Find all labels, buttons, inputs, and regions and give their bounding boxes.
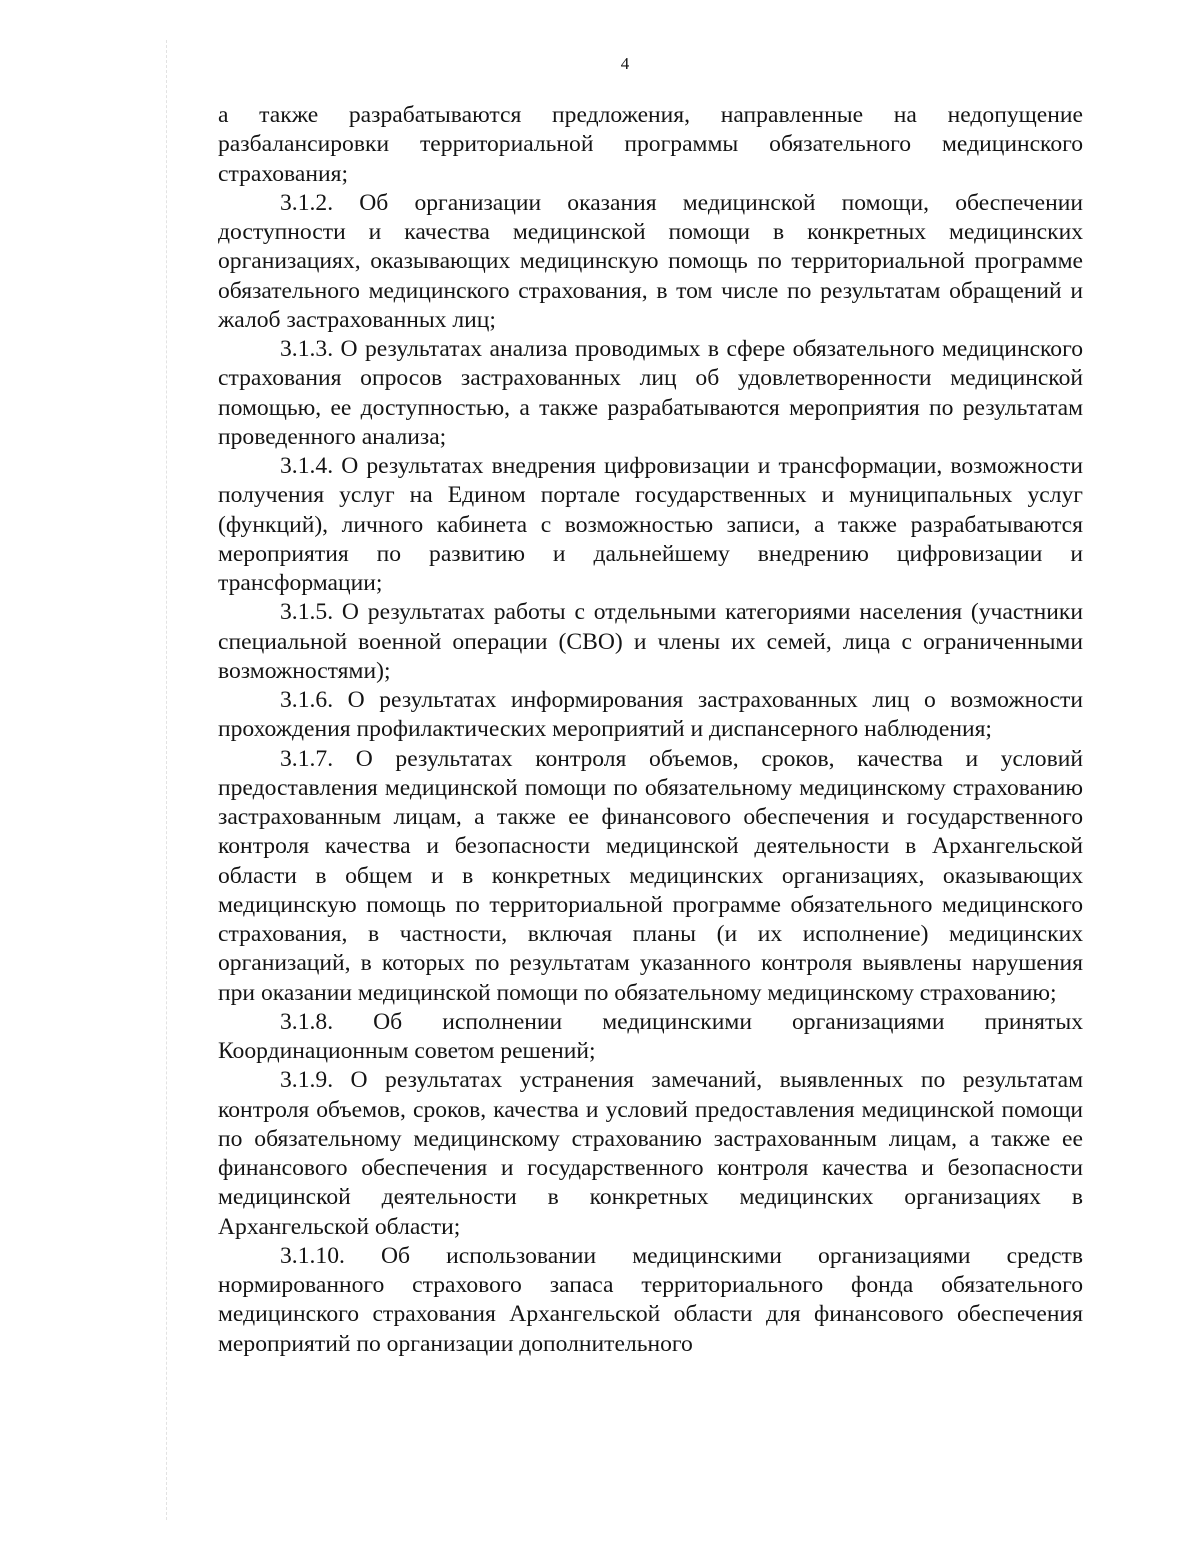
paragraph-3-1-3: 3.1.3. О результатах анализа проводимых в сфере обязательного медицинского страхования опросов застрахованных лиц об удовлетворенности медицинской помощью, ее доступностью, а также разрабатываются мероприятия по результатам проведенного анализа; [218, 336, 1083, 450]
paragraph-3-1-10: 3.1.10. Об использовании медицинскими организациями средств нормированного страхового запаса территориального фонда обязательного медицинского страхования Архангельской области для финансового обеспечения мероприятий по организации дополнительного [218, 1242, 1083, 1357]
paragraph-3-1-4: 3.1.4. О результатах внедрения цифровизации и трансформации, возможности получения услуг на Едином портале государственных и муниципальных услуг (функций), личного кабинета с возможностью записи, а также разрабатываются мероприятия по развитию и дальнейшему внедрению цифровизации и трансформации; [218, 453, 1083, 596]
paragraph-3-1-7: 3.1.7. О результатах контроля объемов, сроков, качества и условий предоставления медицинской помощи по обязательному медицинскому страхованию застрахованным лицам, а также ее финансового обеспечения и государственного контроля качества и безопасности медицинской деятельности в Архангельской области в общем и в конкретных медицинских организациях, оказывающих медицинскую помощь по территориальной программе обязательного медицинского страхования, в частности, включая планы (и их исполнение) медицинских организаций, в которых по результатам указанного контроля выявлены нарушения при оказании медицинской помощи по обязательному медицинскому страхованию; [218, 745, 1083, 1006]
paragraph-3-1-2: 3.1.2. Об организации оказания медицинской помощи, обеспечении доступности и качества медицинской помощи в конкретных медицинских организациях, оказывающих медицинскую помощь по территориальной программе обязательного медицинского страхования, в том числе по результатам обращений и жалоб застрахованных лиц; [218, 189, 1083, 333]
paragraph-3-1-8: 3.1.8. Об исполнении медицинскими организациями принятых Координационным советом решений; [218, 1008, 1083, 1064]
paragraph-3-1-6: 3.1.6. О результатах информирования застрахованных лиц о возможности прохождения профилактических мероприятий и диспансерного наблюдения; [218, 687, 1083, 743]
paragraph-3-1-9: 3.1.9. О результатах устранения замечаний, выявленных по результатам контроля объемов, сроков, качества и условий предоставления медицинской помощи по обязательному медицинскому страхованию застрахованным лицам, а также ее финансового обеспечения и государственного контроля качества и безопасности медицинской деятельности в конкретных медицинских организациях в Архангельской области; [218, 1067, 1083, 1240]
paragraph-continuation: а также разрабатываются предложения, направленные на недопущение разбалансировки территориальной программы обязательного медицинского страхования; [218, 102, 1083, 187]
scan-edge-line [166, 40, 167, 1520]
paragraph-3-1-5: 3.1.5. О результатах работы с отдельными категориями населения (участники специальной военной операции (СВО) и члены их семей, лица с ограниченными возможностями); [218, 599, 1083, 684]
document-body [218, 101, 1083, 1359]
page-number: 4 [620, 54, 630, 73]
